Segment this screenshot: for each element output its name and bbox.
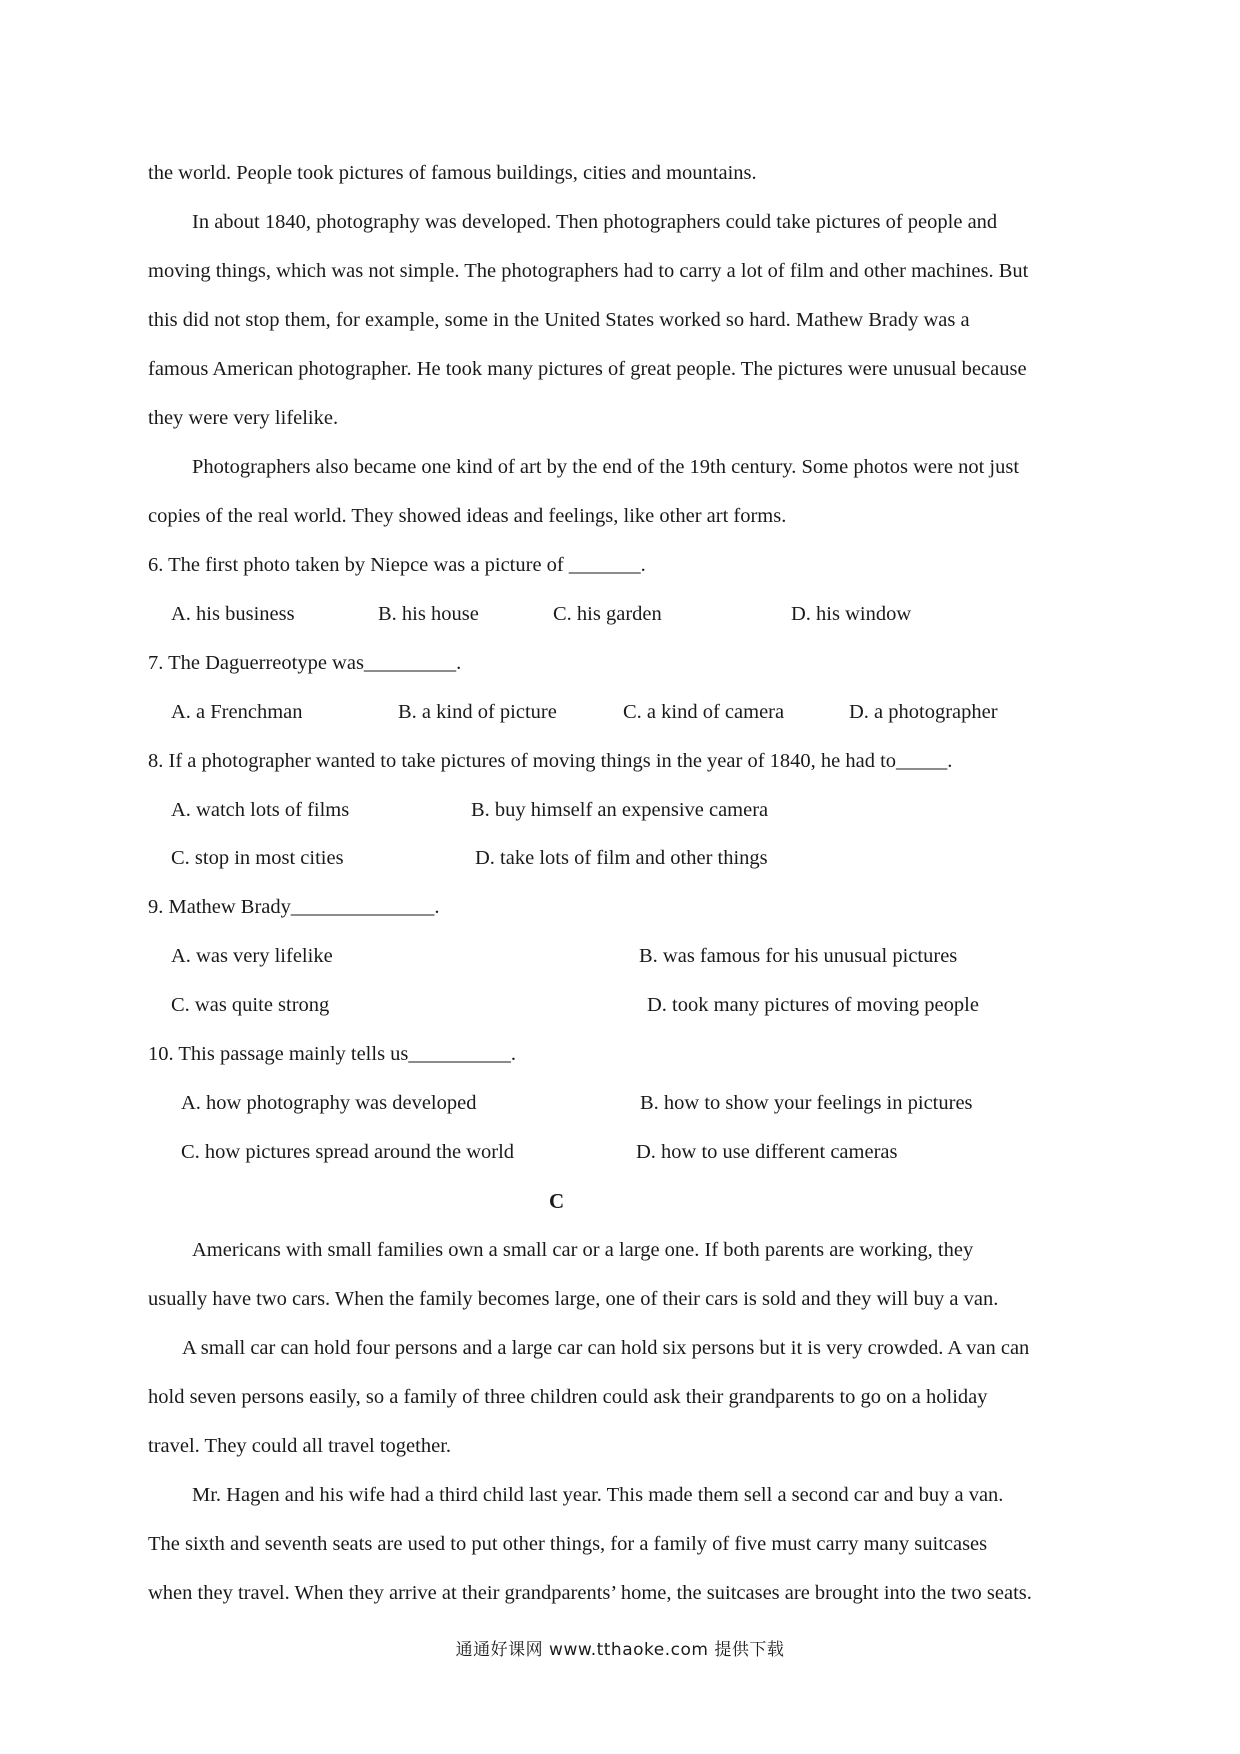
option-a: A. watch lots of films: [171, 799, 350, 821]
option-c: C. how pictures spread around the world: [181, 1141, 515, 1163]
option-a: A. a Frenchman: [171, 701, 303, 723]
passage-line: In about 1840, photography was developed. Then photographers could take pictures of people and: [192, 211, 998, 233]
question-stem: 8. If a photographer wanted to take pictures of moving things in the year of 1840, he had to_____.: [148, 750, 953, 772]
option-d: D. take lots of film and other things: [475, 847, 768, 869]
passage-line: A small car can hold four persons and a large car can hold six persons but it is very crowded. A van can: [182, 1337, 1030, 1359]
option-b: B. was famous for his unusual pictures: [639, 945, 958, 967]
passage-line: they were very lifelike.: [148, 407, 339, 429]
passage-line: travel. They could all travel together.: [148, 1435, 452, 1457]
option-b: B. a kind of picture: [398, 701, 557, 723]
passage-line: The sixth and seventh seats are used to put other things, for a family of five must carry many suitcases: [148, 1533, 988, 1555]
option-a: A. was very lifelike: [171, 945, 333, 967]
section-heading: C: [549, 1189, 565, 1213]
passage-line: moving things, which was not simple. The photographers had to carry a lot of film and other machines. But: [148, 260, 1029, 282]
passage-line: Mr. Hagen and his wife had a third child last year. This made them sell a second car and buy a van.: [192, 1484, 1004, 1506]
option-b: B. how to show your feelings in pictures: [640, 1092, 973, 1114]
passage-line: Photographers also became one kind of art by the end of the 19th century. Some photos were not just: [192, 456, 1020, 478]
option-c: C. a kind of camera: [623, 701, 785, 723]
question-stem: 10. This passage mainly tells us__________.: [148, 1043, 517, 1065]
passage-line: when they travel. When they arrive at their grandparents’ home, the suitcases are brought into the two seats.: [148, 1582, 1032, 1604]
passage-line: usually have two cars. When the family becomes large, one of their cars is sold and they will buy a van.: [148, 1288, 999, 1310]
option-c: C. was quite strong: [171, 994, 330, 1016]
option-b: B. buy himself an expensive camera: [471, 799, 769, 821]
page-footer: 通通好课网 www.tthaoke.com 提供下载: [455, 1640, 785, 1660]
passage-line: Americans with small families own a small car or a large one. If both parents are working, they: [192, 1239, 974, 1261]
passage-line: famous American photographer. He took many pictures of great people. The pictures were unusual because: [148, 358, 1027, 380]
question-stem: 7. The Daguerreotype was_________.: [148, 652, 462, 674]
passage-line: hold seven persons easily, so a family of three children could ask their grandparents to go on a holiday: [148, 1386, 988, 1408]
question-stem: 6. The first photo taken by Niepce was a picture of _______.: [148, 554, 646, 576]
passage-line: the world. People took pictures of famous buildings, cities and mountains.: [148, 162, 757, 184]
passage-line: copies of the real world. They showed ideas and feelings, like other art forms.: [148, 505, 787, 527]
option-a: A. his business: [171, 603, 295, 625]
option-d: D. his window: [791, 603, 912, 625]
option-c: C. stop in most cities: [171, 847, 344, 869]
option-d: D. a photographer: [849, 701, 998, 723]
option-c: C. his garden: [553, 603, 662, 625]
option-d: D. took many pictures of moving people: [647, 994, 979, 1016]
option-b: B. his house: [378, 603, 479, 625]
option-d: D. how to use different cameras: [636, 1141, 898, 1163]
option-a: A. how photography was developed: [181, 1092, 477, 1114]
passage-line: this did not stop them, for example, some in the United States worked so hard. Mathew Brady was a: [148, 309, 970, 331]
question-stem: 9. Mathew Brady______________.: [148, 896, 440, 918]
